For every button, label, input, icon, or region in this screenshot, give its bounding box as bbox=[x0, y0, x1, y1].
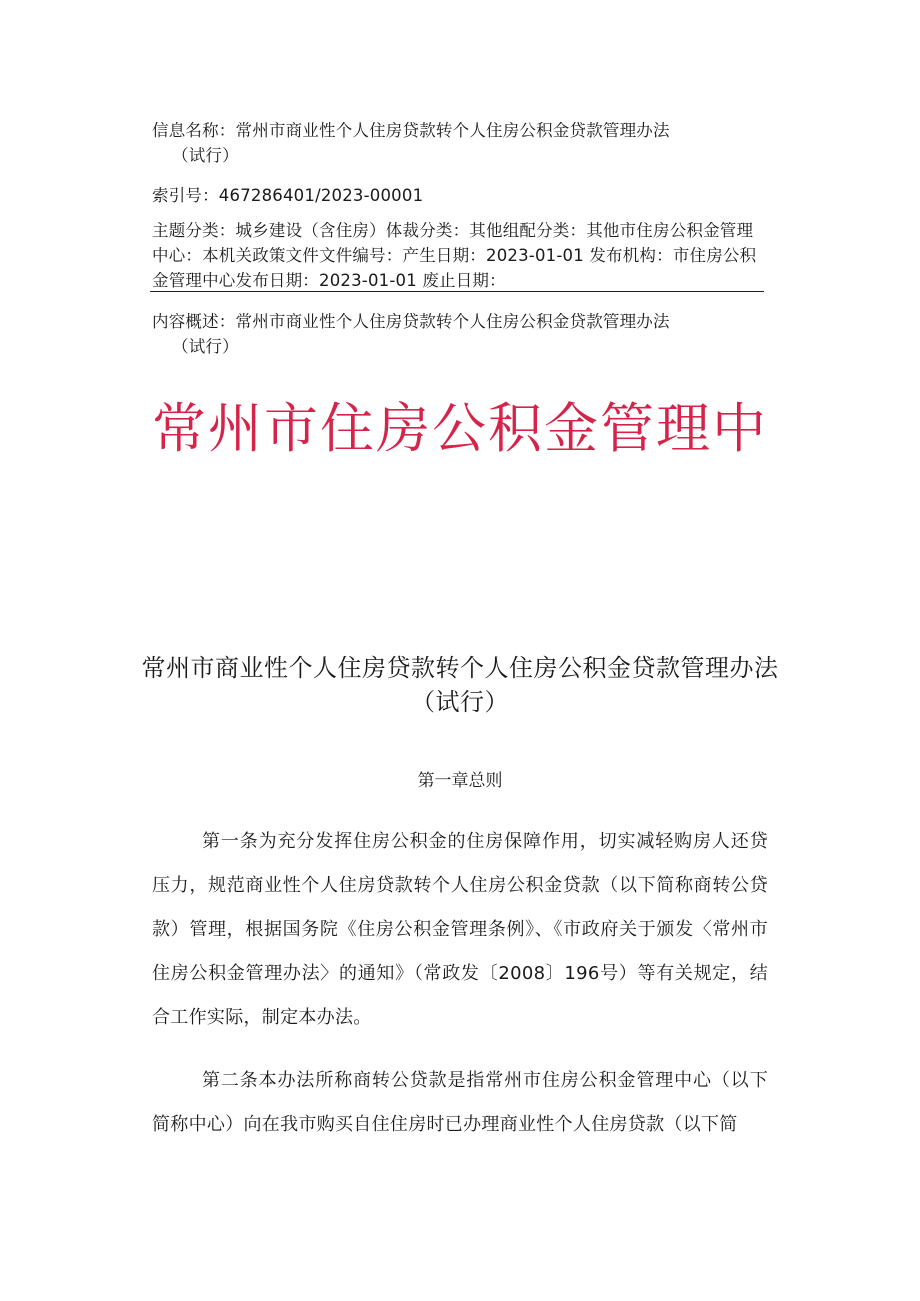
info-name bbox=[152, 118, 764, 168]
info-name-line1: 信息名称：常州市商业性个人住房贷款转个人住房公积金贷款管理办法 bbox=[152, 121, 670, 140]
red-header-title: 常州市住房公积金管理中 bbox=[152, 397, 768, 460]
chapter-heading: 第一章总则 bbox=[417, 771, 503, 791]
article-paragraph-1: 第一条为充分发挥住房公积金的住房保障作用，切实减轻购房人还贷压力，规范商业性个人住房贷款转个人住房公积金贷款（以下简称商转公贷款）管理，根据国务院《住房公积金管理条例》、《市政府关于颁发〈常州市住房公积金管理办法〉的通知》（常政发〔2008〕196号）等有关规定，结合工作实际，制定本办法。 bbox=[152, 831, 768, 1028]
article-paragraph-2: 第二条本办法所称商转公贷款是指常州市住房公积金管理中心（以下简称中心）向在我市购买自住住房时已办理商业性个人住房贷款（以下简 bbox=[152, 1070, 768, 1135]
info-name-line2: （试行） bbox=[172, 146, 239, 165]
info-topic: 主题分类：城乡建设（含住房）体裁分类：其他组配分类：其他市住房公积金管理中心：本机关政策文件文件编号：产生日期：2023-01-01 发布机构：市住房公积金管理中心发布日期：2023-01-01 废止日期： bbox=[152, 221, 757, 290]
info-summary bbox=[152, 309, 764, 359]
info-summary-line2: （试行） bbox=[172, 337, 239, 356]
info-summary-line1: 内容概述：常州市商业性个人住房贷款转个人住房公积金贷款管理办法 bbox=[152, 312, 670, 331]
divider-rule bbox=[150, 291, 764, 292]
info-index: 索引号：467286401/2023-00001 bbox=[152, 186, 424, 205]
document-title: 常州市商业性个人住房贷款转个人住房公积金贷款管理办法（试行） bbox=[141, 654, 779, 716]
